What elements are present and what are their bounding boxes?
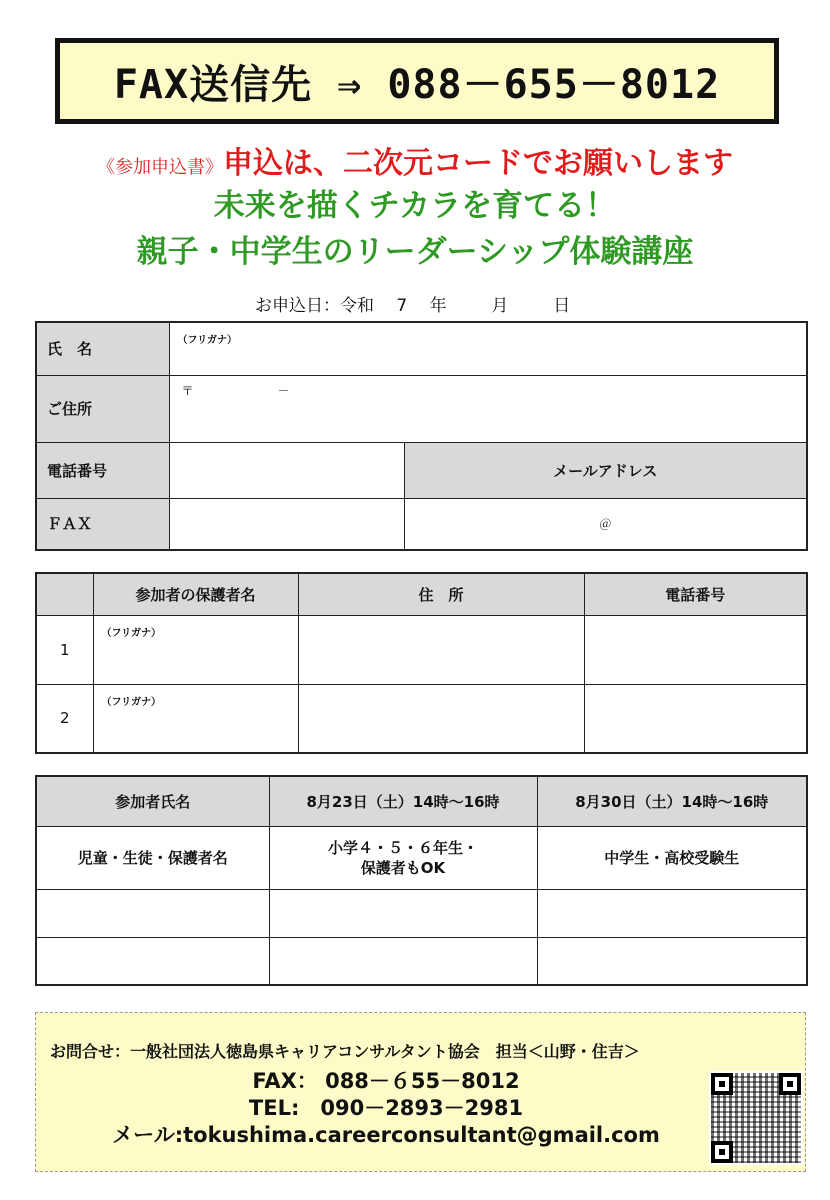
phone-field[interactable]	[169, 442, 404, 498]
participant-name-field[interactable]	[36, 889, 269, 937]
session-aug23-field[interactable]	[269, 889, 537, 937]
participant-table	[35, 775, 808, 986]
guardian-number-header	[36, 573, 93, 615]
guardian-name-field[interactable]	[93, 684, 298, 753]
session-aug23-field[interactable]	[269, 937, 537, 985]
participant-header-row	[36, 776, 807, 826]
participant-type-label: 児童・生徒・保護者名	[36, 826, 269, 889]
session-aug23-target-line1: 小学４・５・６年生・	[327, 838, 478, 857]
session-aug30-target: 中学生・高校受験生	[537, 826, 807, 889]
table-row	[36, 615, 807, 684]
participant-name-header: 参加者氏名	[36, 776, 269, 826]
furigana-label: （フリガナ）	[101, 696, 161, 708]
fax-label: ＦＡＸ	[36, 498, 169, 550]
session-aug23-target	[269, 826, 537, 889]
guardian-address-header: 住 所	[298, 573, 584, 615]
furigana-label: （フリガナ）	[177, 335, 237, 346]
qr-finder-pattern	[711, 1141, 733, 1163]
guardian-header-row	[36, 573, 807, 615]
form-title: 《参加申込書》	[97, 157, 223, 178]
qr-code-icon[interactable]	[709, 1071, 803, 1165]
table-row	[36, 937, 807, 985]
participant-subheader-row	[36, 826, 807, 889]
row-number: 1	[36, 615, 93, 684]
session-aug30-header: 8月30日（土）14時～16時	[537, 776, 807, 826]
fax-destination-banner	[55, 38, 779, 124]
guardian-table	[35, 572, 808, 754]
session-aug30-field[interactable]	[537, 937, 807, 985]
participant-name-field[interactable]	[36, 937, 269, 985]
qr-request-text: 申込は、二次元コードでお願いします	[223, 146, 733, 181]
guardian-address-field[interactable]	[298, 684, 584, 753]
qr-finder-pattern	[779, 1073, 801, 1095]
application-date: お申込日：令和 7 年 月 日	[255, 296, 571, 316]
phone-label: 電話番号	[36, 442, 169, 498]
guardian-name-header: 参加者の保護者名	[93, 573, 298, 615]
guardian-phone-field[interactable]	[584, 615, 807, 684]
headline-line-3: 親子・中学生のリーダーシップ体験講座	[136, 234, 694, 270]
name-label: 氏 名	[36, 322, 169, 375]
fax-field[interactable]	[169, 498, 404, 550]
qr-finder-pattern	[711, 1073, 733, 1095]
guardian-phone-field[interactable]	[584, 684, 807, 753]
address-field[interactable]	[169, 375, 807, 442]
guardian-address-field[interactable]	[298, 615, 584, 684]
email-field[interactable]	[404, 498, 807, 550]
contact-email[interactable]: メール:tokushima.careerconsultant@gmail.com	[112, 1123, 660, 1147]
postal-mark: 〒 －	[181, 383, 290, 398]
name-field[interactable]	[169, 322, 807, 375]
session-aug23-header: 8月23日（土）14時～16時	[269, 776, 537, 826]
contact-fax: FAX： 088－６55－8012	[252, 1069, 520, 1093]
address-label: ご住所	[36, 375, 169, 442]
contact-tel: TEL: 090－2893－2981	[248, 1096, 524, 1120]
contact-organization: お問合せ：一般社団法人徳島県キャリアコンサルタント協会 担当＜山野・住吉＞	[50, 1042, 640, 1061]
row-number: 2	[36, 684, 93, 753]
headline-line-1	[0, 138, 830, 182]
email-label: メールアドレス	[404, 442, 807, 498]
table-row	[36, 889, 807, 937]
session-aug30-field[interactable]	[537, 889, 807, 937]
fax-destination-text: FAX送信先 ⇒ 088－655－8012	[113, 61, 721, 108]
session-aug23-target-line2: 保護者もOK	[360, 858, 446, 877]
guardian-name-field[interactable]	[93, 615, 298, 684]
table-row	[36, 684, 807, 753]
guardian-phone-header: 電話番号	[584, 573, 807, 615]
applicant-table	[35, 321, 808, 551]
headline-line-2: 未来を描くチカラを育てる！	[213, 188, 617, 224]
contact-box	[35, 1012, 806, 1172]
at-mark: ＠	[599, 517, 612, 532]
furigana-label: （フリガナ）	[101, 627, 161, 639]
